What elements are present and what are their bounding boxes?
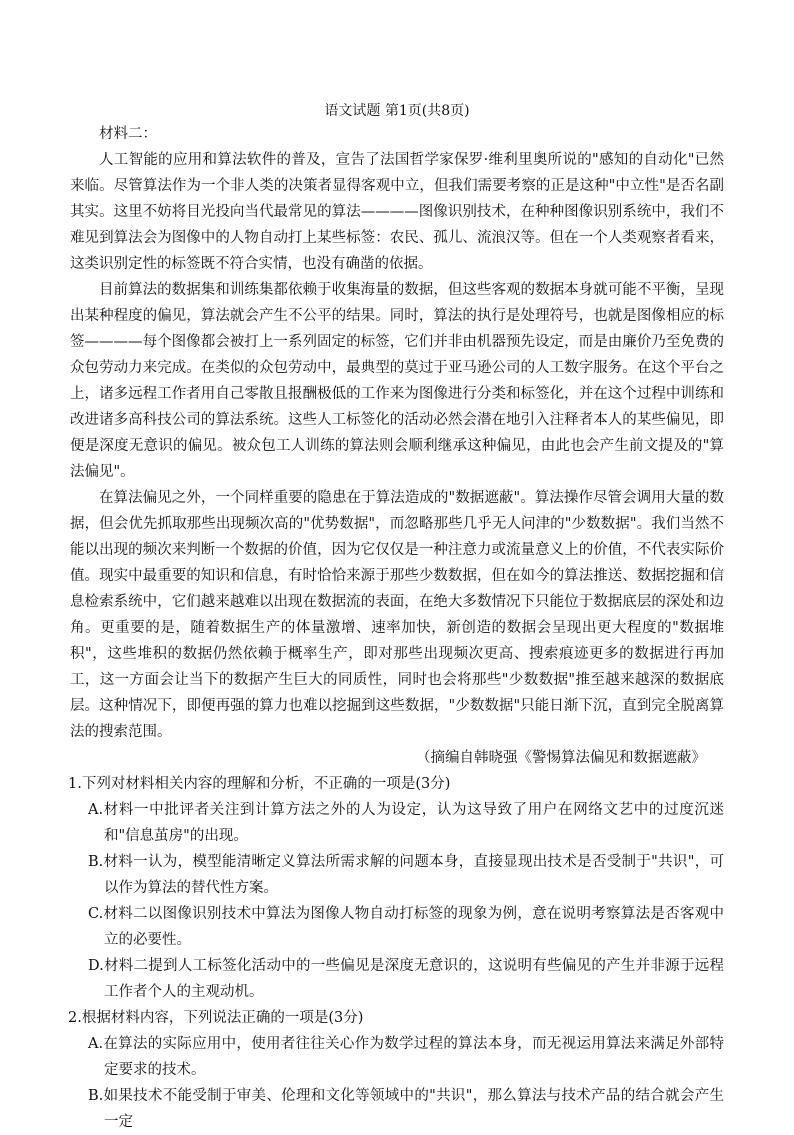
question-1-option-a: A.材料一中批评者关注到计算方法之外的人为设定，认为这导致了用户在网络文艺中的过度沉迷和"信息茧房"的出现。 [88, 802, 724, 844]
page-content [70, 121, 724, 1135]
material-paragraph-1: 人工智能的应用和算法软件的普及，宣告了法国哲学家保罗·维利里奥所说的"感知的自动化"已然来临。尽管算法作为一个非人类的决策者显得客观中立，但我们需要考察的正是这种"中立性"是否名副其实。这里不妨将目光投向当代最常见的算法————图像识别技术，在种种图像识别系统中，我们不难见到算法会为图像中的人物自动打上某些标签：农民、孤儿、流浪汉等。但在一个人类观察者看来，这类识别定性的标签既不符合实情，也没有确凿的依据。 [70, 152, 724, 272]
material-paragraph-2: 目前算法的数据集和训练集都依赖于收集海量的数据，但这些客观的数据本身就可能不平衡，呈现出某种程度的偏见，算法就会产生不公平的结果。同时，算法的执行是处理符号，也就是图像相应的标签————每个图像都会被打上一系列固定的标签，它们并非由机器预先设定，而是由廉价乃至免费的众包劳动力来完成。在类似的众包劳动中，最典型的莫过于亚马逊公司的人工数字服务。在这个平台之上，诸多远程工作者用自己零散且报酬极低的工作来为图像进行分类和标签化，并在这个过程中训练和改进诸多高科技公司的算法系统。这些人工标签化的活动必然会潜在地引入注释者本人的某些偏见，即便是深度无意识的偏见。被众包工人训练的算法则会顺利继承这种偏见，由此也会产生前文提及的"算法偏见"。 [70, 282, 724, 480]
material-paragraph-3: 在算法偏见之外，一个同样重要的隐患在于算法造成的"数据遮蔽"。算法操作尽管会调用大量的数据，但会优先抓取那些出现频次高的"优势数据"，而忽略那些几乎无人问津的"少数数据"。我们当然不能以出现的频次来判断一个数据的价值，因为它仅仅是一种注意力或流量意义上的价值，不代表实际价值。现实中最重要的知识和信息，有时恰恰来源于那些少数数据，但在如今的算法推送、数据挖掘和信息检索系统中，它们越来越难以出现在数据流的表面，在绝大多数情况下只能位于数据底层的深处和边角。更重要的是，随着数据生产的体量激增、速率加快，新创造的数据会呈现出更大程度的"数据堆积"，这些堆积的数据仍然依赖于概率生产，即对那些出现频次更高、搜索痕迹更多的数据进行再加工，这一方面会让当下的数据产生巨大的同质性，同时也会将那些"少数数据"推至越来越深的数据底层。这种情况下，即便再强的算力也难以挖掘到这些数据，"少数数据"只能日渐下沉，直到完全脱离算法的搜索范围。 [70, 490, 724, 740]
question-1-option-d: D.材料二提到人工标签化活动中的一些偏见是深度无意识的，这说明有些偏见的产生并非源于远程工作者个人的主观动机。 [88, 958, 724, 1000]
page-header: 语文试题 第1页(共8页) [324, 103, 470, 119]
material-source: （摘编自韩晓强《警惕算法偏见和数据遮蔽》 [416, 750, 706, 766]
question-2-option-b: B.如果技术不能受制于审美、伦理和文化等领域中的"共识"，那么算法与技术产品的结合就会产生一定 [88, 1088, 724, 1130]
question-1-option-b: B.材料一认为，模型能清晰定义算法所需求解的问题本身，直接显现出技术是否受制于"共识"，可以作为算法的替代性方案。 [88, 854, 724, 896]
question-2-stem: 2.根据材料内容，下列说法正确的一项是(3分) [68, 1010, 364, 1026]
material-label: 材料二： [99, 126, 157, 142]
question-2-option-a: A.在算法的实际应用中，使用者往往关心作为数学过程的算法本身，而无视运用算法来满足外部特定要求的技术。 [88, 1036, 724, 1078]
question-1-stem: 1.下列对材料相关内容的理解和分析，不正确的一项是(3分) [68, 776, 451, 792]
question-1-option-c: C.材料二以图像识别技术中算法为图像人物自动打标签的现象为例，意在说明考察算法是否客观中立的必要性。 [88, 906, 724, 948]
